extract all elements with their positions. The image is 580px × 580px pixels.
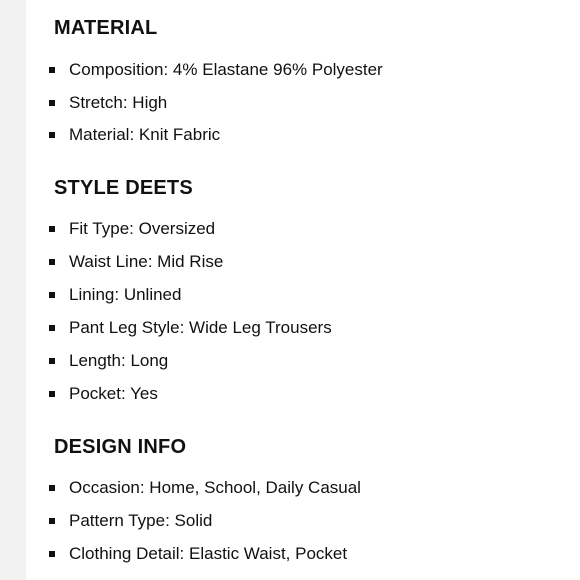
list-item-text: Waist Line: Mid Rise <box>69 252 224 271</box>
list-item-text: Pant Leg Style: Wide Leg Trousers <box>69 318 332 337</box>
square-bullet-icon <box>49 358 55 364</box>
square-bullet-icon <box>49 226 55 232</box>
list-item <box>26 92 566 114</box>
list-item-text: Pocket: Yes <box>69 384 158 403</box>
square-bullet-icon <box>49 551 55 557</box>
square-bullet-icon <box>49 391 55 397</box>
list-item-text: Length: Long <box>69 351 169 370</box>
list-item-text: Composition: 4% Elastane 96% Polyester <box>69 60 383 79</box>
list-item <box>26 251 566 273</box>
list-item-text: Occasion: Home, School, Daily Casual <box>69 478 361 497</box>
section-title: STYLE DEETS <box>54 177 193 199</box>
product-details-panel <box>26 0 580 580</box>
list-item <box>26 317 566 339</box>
list-item-text: Fit Type: Oversized <box>69 219 216 238</box>
list-item-text: Material: Knit Fabric <box>69 125 221 144</box>
list-item <box>26 543 566 565</box>
square-bullet-icon <box>49 132 55 138</box>
list-item <box>26 284 566 306</box>
list-item-text: Pattern Type: Solid <box>69 511 213 530</box>
list-item-text: Stretch: High <box>69 93 168 112</box>
list-item <box>26 477 566 499</box>
list-item <box>26 383 566 405</box>
list-item <box>26 510 566 532</box>
square-bullet-icon <box>49 325 55 331</box>
section-title: MATERIAL <box>54 17 158 39</box>
list-item <box>26 218 566 240</box>
square-bullet-icon <box>49 292 55 298</box>
list-item <box>26 350 566 372</box>
section-title: DESIGN INFO <box>54 436 187 458</box>
square-bullet-icon <box>49 485 55 491</box>
square-bullet-icon <box>49 518 55 524</box>
square-bullet-icon <box>49 67 55 73</box>
list-item <box>26 124 566 146</box>
square-bullet-icon <box>49 259 55 265</box>
list-item <box>26 59 566 81</box>
square-bullet-icon <box>49 100 55 106</box>
list-item-text: Clothing Detail: Elastic Waist, Pocket <box>69 544 348 563</box>
list-item-text: Lining: Unlined <box>69 285 182 304</box>
